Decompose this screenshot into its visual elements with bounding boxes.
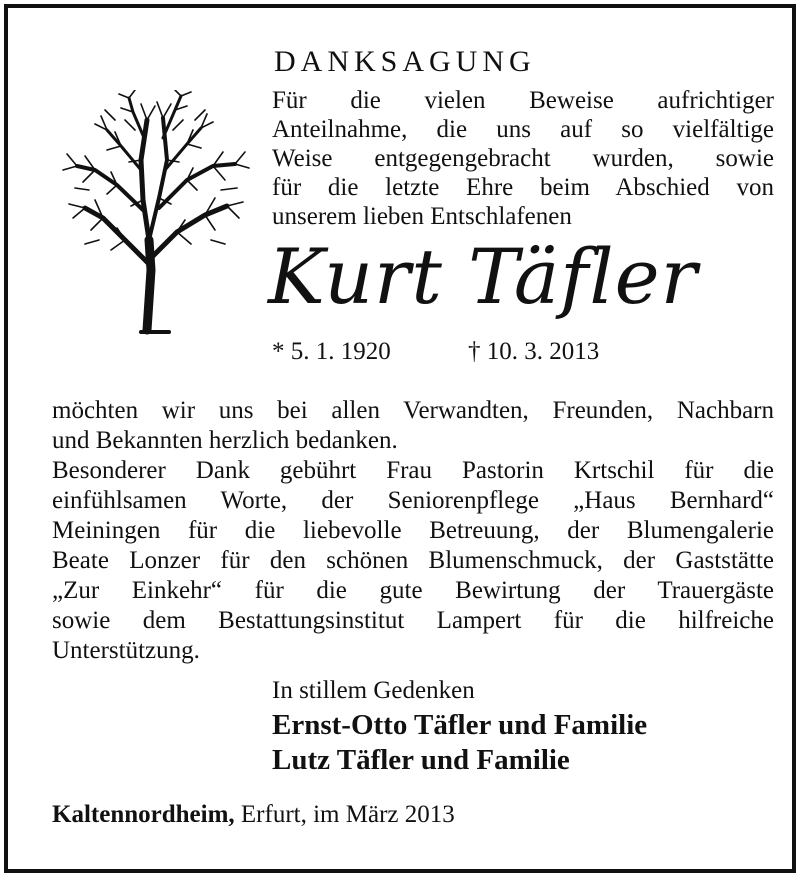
- thanks-line: „Zur Einkehr“ für die gute Bewirtung der Trauergäste: [52, 577, 774, 604]
- thanks-text: [52, 396, 774, 666]
- deceased-name: Kurt Täfler: [268, 232, 698, 321]
- closing-phrase: In stillem Gedenken: [272, 677, 475, 704]
- intro-line: Weise entgegengebracht wurden, sowie: [272, 145, 774, 172]
- death-date: † 10. 3. 2013: [468, 338, 600, 365]
- family-line: Ernst-Otto Täfler und Familie: [272, 709, 648, 741]
- family-line: Lutz Täfler und Familie: [272, 744, 570, 776]
- bare-tree-icon: [55, 90, 255, 335]
- intro-line: Anteilnahme, die uns auf so vielfältige: [272, 116, 774, 143]
- intro-line: für die letzte Ehre beim Abschied von: [272, 174, 774, 201]
- thanks-line: Besonderer Dank gebührt Frau Pastorin Krtschil für die: [52, 457, 774, 484]
- notice-heading: DANKSAGUNG: [274, 45, 536, 78]
- intro-line: Für die vielen Beweise aufrichtiger: [272, 87, 774, 114]
- place-name: Kaltennordheim,: [52, 801, 235, 828]
- thanks-line: und Bekannten herzlich bedanken.: [52, 427, 398, 454]
- thanks-line: Unterstützung.: [52, 637, 200, 664]
- thanks-line: Beate Lonzer für den schönen Blumenschmuck, der Gaststätte: [52, 547, 774, 574]
- place-rest: Erfurt, im März 2013: [234, 801, 455, 828]
- thanks-line: sowie dem Bestattungsinstitut Lampert für die hilfreiche: [52, 607, 774, 634]
- place-date: [52, 800, 455, 830]
- thanks-line: möchten wir uns bei allen Verwandten, Freunden, Nachbarn: [52, 397, 774, 424]
- intro-line: unserem lieben Entschlafenen: [272, 203, 572, 230]
- intro-text: [272, 86, 774, 231]
- thanks-line: einfühlsamen Worte, der Seniorenpflege „Haus Bernhard“: [52, 487, 774, 514]
- thanks-line: Meiningen für die liebevolle Betreuung, der Blumengalerie: [52, 517, 774, 544]
- birth-date: * 5. 1. 1920: [272, 338, 391, 365]
- family-names: [272, 708, 647, 778]
